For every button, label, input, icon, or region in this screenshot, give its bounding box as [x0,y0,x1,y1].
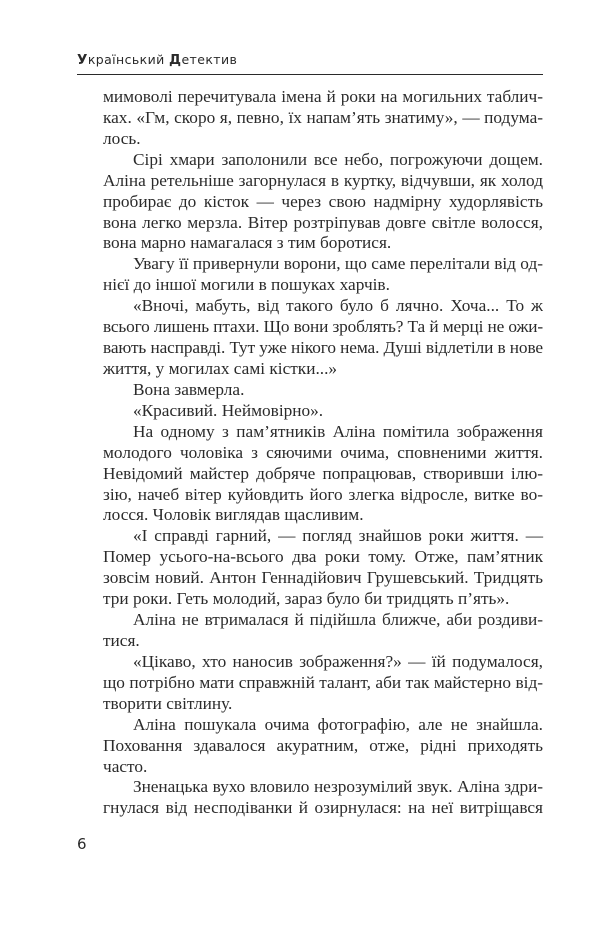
text-line: зовсім новий. Антон Геннадійович Грушевський. Тридцять [103,568,543,588]
text-line: Поховання здавалося акуратним, отже, рідні приходять [103,735,543,755]
text-line: часто. [103,756,148,776]
text-line: Зненацька вухо вловило незрозумілий звук. Аліна здри- [133,777,543,797]
text-line: «І справді гарний, — погляд знайшов роки життя. — [133,526,543,546]
running-head [77,52,543,68]
text-line: На одному з пам’ятників Аліна помітила зображення [133,421,543,441]
text-line: вона марно намагалася з тим боротися. [103,233,392,253]
text-line: гнулася від несподіванки й озирнулася: на неї витріщався [103,798,543,818]
text-line: всього лишень птахи. Що вони зроблять? Та й мерці не ожи- [103,317,543,337]
text-line: Аліна пошукала очима фотографію, але не знайшла. [133,714,543,734]
text-line: молодого чоловіка з сяючими очима, сповненими життя. [103,442,543,462]
text-line: «Цікаво, хто наносив зображення?» — їй подумалося, [133,651,543,671]
running-head-text-2: етектив [181,52,238,67]
running-head-initial-1: У [77,52,88,68]
header-rule [77,74,543,75]
text-line: три роки. Геть молодий, зараз було би тридцять п’ять». [103,589,510,609]
page-number: 6 [77,835,87,853]
text-line: Сірі хмари заполонили все небо, погрожуючи дощем. [133,149,543,169]
text-line: зію, начеб вітер куйовдить його злегка відросле, витке во- [103,484,543,504]
body-text [103,87,543,819]
running-head-initial-2: Д [169,52,182,68]
text-line: нієї до іншої могили в пошуках харчів. [103,275,390,295]
text-line: «Красивий. Неймовірно». [133,400,324,420]
text-line: Аліна ретельніше загорнулася в куртку, відчувши, як холод [103,170,543,190]
text-line: Невідомий майстер добряче попрацював, створивши ілю- [103,463,543,483]
text-line: Помер усього-на-всього два роки тому. Отже, пам’ятник [103,547,543,567]
text-line: пробирає до кісток — через свою надмірну худорлявість [103,191,543,211]
text-line: життя, у могилах самі кістки...» [103,358,338,378]
text-line: Аліна не втрималася й підійшла ближче, аби роздиви- [133,610,543,630]
text-line: лось. [103,128,141,148]
text-line: «Вночі, мабуть, від такого було б лячно. Хоча... То ж [133,296,543,316]
text-line: вона легко мерзла. Вітер розтріпував довге світле волосся, [103,212,543,232]
text-line: ках. «Гм, скоро я, певно, їх напам’ять знатиму», — подума- [103,107,543,127]
text-line: мимоволі перечитувала імена й роки на могильних таблич- [103,87,543,106]
text-line: вають насправді. Тут уже нікого нема. Душі відлетіли в нове [103,338,543,358]
text-line: лосся. Чоловік виглядав щасливим. [103,505,364,525]
text-line: Увагу її привернули ворони, що саме перелітали від од- [133,254,543,274]
text-line: що потрібно мати справжній талант, аби так майстерно від- [103,672,543,692]
text-line: творити світлину. [103,693,233,713]
running-head-text-1: країнський [87,52,170,67]
text-line: Вона завмерла. [133,379,245,399]
text-line: тися. [103,630,140,650]
